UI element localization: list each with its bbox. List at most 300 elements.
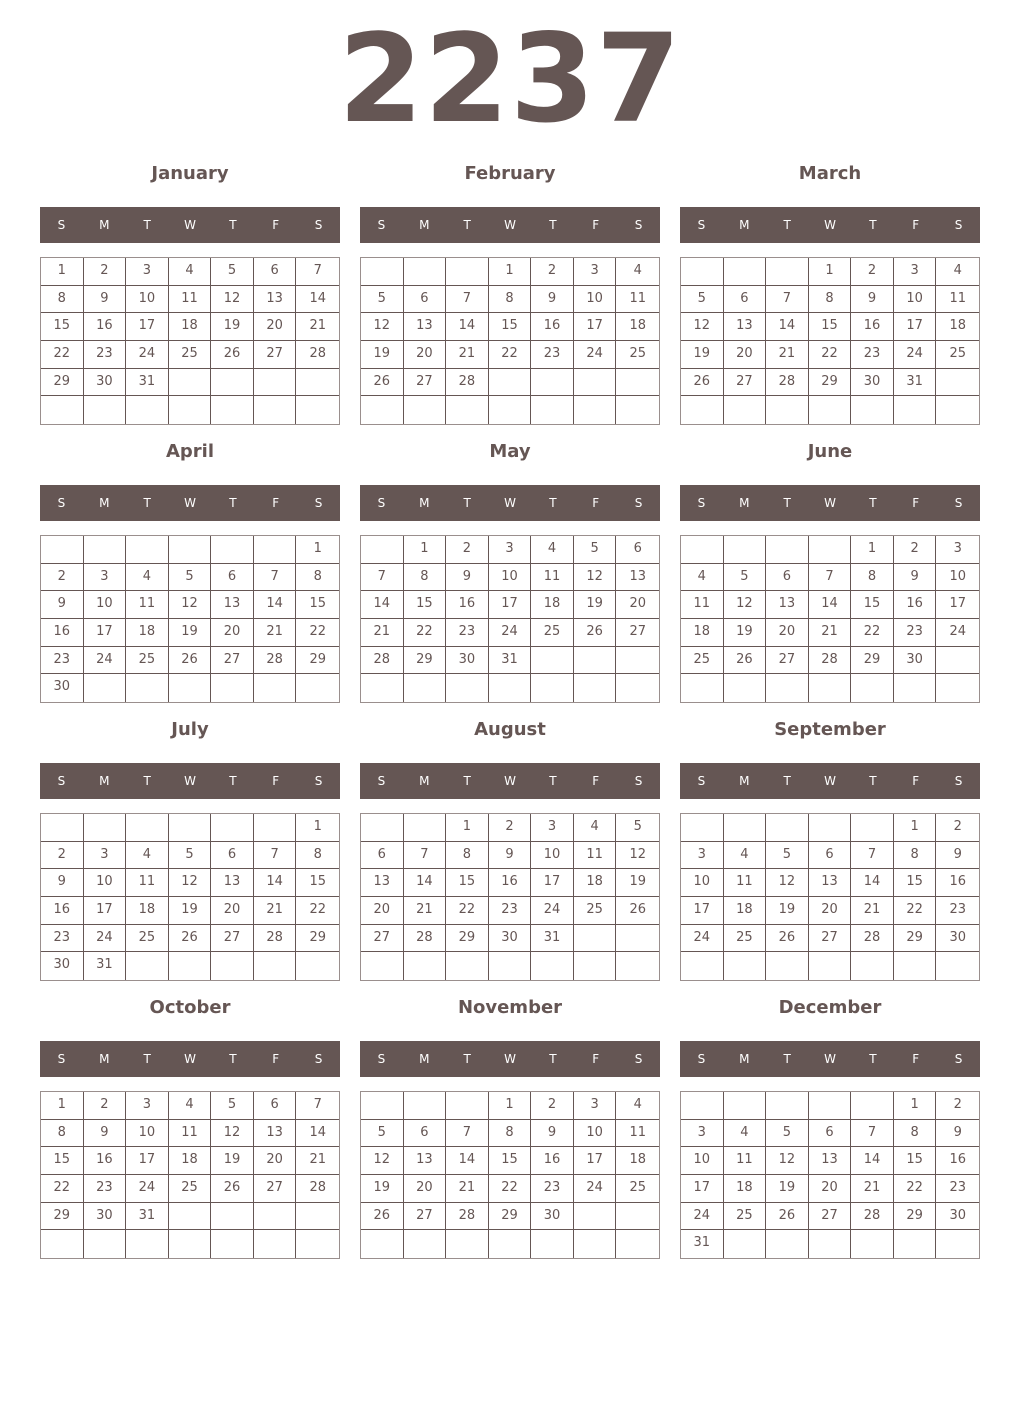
day-cell bbox=[724, 396, 767, 424]
day-cell bbox=[851, 1230, 894, 1258]
day-cell bbox=[211, 369, 254, 397]
day-cell: 27 bbox=[211, 647, 254, 675]
day-cell bbox=[211, 674, 254, 702]
day-cell bbox=[126, 674, 169, 702]
day-cell bbox=[211, 952, 254, 980]
day-cell: 24 bbox=[574, 1175, 617, 1203]
day-cell bbox=[809, 396, 852, 424]
day-cell bbox=[681, 814, 724, 842]
day-cell: 3 bbox=[531, 814, 574, 842]
weekday-label: M bbox=[739, 774, 750, 788]
day-cell: 30 bbox=[446, 647, 489, 675]
weekday-label: S bbox=[377, 1052, 386, 1066]
day-cell: 12 bbox=[211, 1120, 254, 1148]
day-cell: 17 bbox=[681, 897, 724, 925]
day-cell bbox=[489, 952, 532, 980]
weekday-label: S bbox=[697, 218, 706, 232]
day-cell: 16 bbox=[84, 313, 127, 341]
month-title: May bbox=[489, 441, 531, 462]
weekday-label: W bbox=[184, 218, 196, 232]
day-cell bbox=[531, 396, 574, 424]
day-cell: 5 bbox=[211, 258, 254, 286]
weekday-header bbox=[360, 763, 660, 799]
day-cell: 10 bbox=[681, 869, 724, 897]
day-grid bbox=[40, 1091, 340, 1259]
weekday-label: T bbox=[549, 774, 557, 788]
day-cell: 11 bbox=[574, 842, 617, 870]
day-cell: 14 bbox=[809, 591, 852, 619]
day-cell bbox=[446, 1092, 489, 1120]
day-cell bbox=[254, 814, 297, 842]
day-cell: 14 bbox=[446, 313, 489, 341]
day-cell: 2 bbox=[531, 258, 574, 286]
day-cell bbox=[894, 952, 937, 980]
day-cell: 11 bbox=[724, 1147, 767, 1175]
weekday-label: T bbox=[229, 1052, 237, 1066]
day-cell: 7 bbox=[254, 564, 297, 592]
day-cell: 26 bbox=[766, 1203, 809, 1231]
day-cell: 1 bbox=[851, 536, 894, 564]
weekday-label: F bbox=[272, 496, 280, 510]
weekday-label: W bbox=[504, 1052, 516, 1066]
weekday-header bbox=[360, 485, 660, 521]
weekday-header bbox=[40, 1041, 340, 1077]
day-cell: 2 bbox=[531, 1092, 574, 1120]
weekday-label: S bbox=[314, 218, 323, 232]
day-cell: 15 bbox=[296, 869, 339, 897]
day-cell: 14 bbox=[254, 869, 297, 897]
day-cell bbox=[766, 536, 809, 564]
day-cell: 22 bbox=[404, 619, 447, 647]
day-cell: 6 bbox=[361, 842, 404, 870]
day-cell bbox=[169, 396, 212, 424]
day-cell: 8 bbox=[851, 564, 894, 592]
day-cell: 4 bbox=[169, 258, 212, 286]
day-cell: 10 bbox=[84, 869, 127, 897]
day-cell: 30 bbox=[84, 1203, 127, 1231]
day-cell: 8 bbox=[489, 286, 532, 314]
day-cell bbox=[361, 536, 404, 564]
day-cell bbox=[254, 536, 297, 564]
day-cell: 20 bbox=[211, 619, 254, 647]
day-cell: 18 bbox=[724, 1175, 767, 1203]
weekday-label: M bbox=[739, 1052, 750, 1066]
day-cell: 31 bbox=[894, 369, 937, 397]
day-cell: 10 bbox=[681, 1147, 724, 1175]
day-cell: 24 bbox=[681, 1203, 724, 1231]
day-cell: 8 bbox=[809, 286, 852, 314]
day-cell bbox=[169, 814, 212, 842]
weekday-label: S bbox=[954, 218, 963, 232]
day-cell bbox=[766, 1230, 809, 1258]
weekday-label: S bbox=[634, 774, 643, 788]
day-cell bbox=[574, 396, 617, 424]
day-cell: 12 bbox=[574, 564, 617, 592]
day-cell: 8 bbox=[296, 564, 339, 592]
day-cell bbox=[531, 369, 574, 397]
day-cell bbox=[489, 1230, 532, 1258]
weekday-label: T bbox=[783, 496, 791, 510]
day-cell bbox=[936, 369, 979, 397]
day-cell: 21 bbox=[446, 1175, 489, 1203]
day-cell: 25 bbox=[724, 925, 767, 953]
day-cell: 17 bbox=[84, 897, 127, 925]
day-cell: 18 bbox=[616, 313, 659, 341]
day-cell: 1 bbox=[446, 814, 489, 842]
day-cell: 6 bbox=[211, 564, 254, 592]
day-cell: 14 bbox=[296, 286, 339, 314]
day-cell bbox=[211, 396, 254, 424]
month-title: October bbox=[149, 997, 231, 1018]
day-cell bbox=[404, 814, 447, 842]
weekday-label: S bbox=[57, 218, 66, 232]
day-cell: 12 bbox=[211, 286, 254, 314]
weekday-label: S bbox=[697, 774, 706, 788]
day-cell: 11 bbox=[169, 286, 212, 314]
day-cell bbox=[211, 1203, 254, 1231]
day-cell bbox=[851, 952, 894, 980]
weekday-label: S bbox=[377, 496, 386, 510]
day-cell bbox=[41, 1230, 84, 1258]
day-cell bbox=[169, 369, 212, 397]
day-cell: 19 bbox=[616, 869, 659, 897]
day-cell: 7 bbox=[361, 564, 404, 592]
day-cell: 27 bbox=[809, 925, 852, 953]
day-cell: 4 bbox=[126, 564, 169, 592]
day-cell: 10 bbox=[489, 564, 532, 592]
day-cell: 22 bbox=[41, 1175, 84, 1203]
weekday-label: T bbox=[549, 496, 557, 510]
day-cell bbox=[404, 952, 447, 980]
day-cell: 24 bbox=[936, 619, 979, 647]
day-cell bbox=[766, 952, 809, 980]
day-cell bbox=[489, 396, 532, 424]
weekday-header bbox=[680, 485, 980, 521]
weekday-label: T bbox=[229, 774, 237, 788]
day-cell: 26 bbox=[574, 619, 617, 647]
day-cell: 10 bbox=[531, 842, 574, 870]
day-cell bbox=[169, 536, 212, 564]
day-cell: 3 bbox=[574, 258, 617, 286]
day-cell: 2 bbox=[41, 564, 84, 592]
day-cell: 3 bbox=[574, 1092, 617, 1120]
day-grid bbox=[680, 535, 980, 703]
weekday-header bbox=[40, 763, 340, 799]
day-cell: 1 bbox=[41, 258, 84, 286]
day-cell: 23 bbox=[84, 341, 127, 369]
day-cell bbox=[446, 674, 489, 702]
weekday-label: M bbox=[99, 1052, 110, 1066]
day-cell bbox=[84, 396, 127, 424]
day-cell: 21 bbox=[404, 897, 447, 925]
day-grid bbox=[360, 535, 660, 703]
weekday-label: M bbox=[419, 774, 430, 788]
weekday-label: S bbox=[377, 774, 386, 788]
day-cell: 4 bbox=[531, 536, 574, 564]
day-cell: 18 bbox=[126, 619, 169, 647]
day-cell: 26 bbox=[211, 341, 254, 369]
day-cell: 16 bbox=[84, 1147, 127, 1175]
day-cell bbox=[616, 1203, 659, 1231]
day-cell: 9 bbox=[489, 842, 532, 870]
day-cell bbox=[766, 814, 809, 842]
day-cell bbox=[616, 647, 659, 675]
day-cell: 31 bbox=[126, 369, 169, 397]
day-cell: 4 bbox=[616, 1092, 659, 1120]
day-cell: 11 bbox=[531, 564, 574, 592]
day-cell: 24 bbox=[894, 341, 937, 369]
weekday-label: F bbox=[912, 774, 920, 788]
day-cell: 7 bbox=[851, 1120, 894, 1148]
day-cell bbox=[296, 1230, 339, 1258]
day-cell: 9 bbox=[84, 286, 127, 314]
day-cell: 15 bbox=[446, 869, 489, 897]
day-cell bbox=[766, 258, 809, 286]
day-cell bbox=[254, 952, 297, 980]
month-title: February bbox=[464, 163, 556, 184]
day-cell: 9 bbox=[894, 564, 937, 592]
day-cell: 2 bbox=[41, 842, 84, 870]
weekday-label: T bbox=[229, 496, 237, 510]
day-cell: 9 bbox=[936, 842, 979, 870]
day-cell: 11 bbox=[724, 869, 767, 897]
day-cell bbox=[84, 1230, 127, 1258]
day-cell: 16 bbox=[489, 869, 532, 897]
weekday-label: T bbox=[229, 218, 237, 232]
day-cell: 13 bbox=[616, 564, 659, 592]
weekday-label: S bbox=[314, 774, 323, 788]
day-cell: 7 bbox=[446, 286, 489, 314]
day-cell: 29 bbox=[894, 1203, 937, 1231]
day-grid bbox=[40, 813, 340, 981]
day-cell: 15 bbox=[894, 869, 937, 897]
month-title: July bbox=[171, 719, 209, 740]
weekday-label: T bbox=[463, 1052, 471, 1066]
day-cell: 20 bbox=[766, 619, 809, 647]
day-cell: 7 bbox=[296, 258, 339, 286]
day-cell: 28 bbox=[766, 369, 809, 397]
day-cell bbox=[574, 952, 617, 980]
day-cell: 13 bbox=[809, 869, 852, 897]
day-cell: 16 bbox=[446, 591, 489, 619]
day-cell: 20 bbox=[616, 591, 659, 619]
day-cell bbox=[809, 1230, 852, 1258]
day-cell: 23 bbox=[936, 897, 979, 925]
weekday-label: S bbox=[314, 496, 323, 510]
day-cell: 16 bbox=[936, 869, 979, 897]
day-cell: 5 bbox=[169, 564, 212, 592]
day-cell: 21 bbox=[296, 1147, 339, 1175]
day-cell: 25 bbox=[169, 341, 212, 369]
day-cell: 12 bbox=[724, 591, 767, 619]
day-cell: 2 bbox=[489, 814, 532, 842]
day-cell: 12 bbox=[766, 869, 809, 897]
day-cell: 2 bbox=[936, 814, 979, 842]
day-cell: 20 bbox=[404, 341, 447, 369]
day-cell: 17 bbox=[489, 591, 532, 619]
day-cell: 7 bbox=[446, 1120, 489, 1148]
day-cell: 18 bbox=[169, 313, 212, 341]
weekday-label: S bbox=[954, 1052, 963, 1066]
day-cell: 4 bbox=[724, 842, 767, 870]
day-cell bbox=[361, 258, 404, 286]
day-cell: 3 bbox=[84, 564, 127, 592]
day-cell bbox=[809, 536, 852, 564]
day-cell: 5 bbox=[766, 1120, 809, 1148]
day-cell: 18 bbox=[616, 1147, 659, 1175]
day-cell: 5 bbox=[361, 1120, 404, 1148]
day-cell: 3 bbox=[894, 258, 937, 286]
day-cell: 10 bbox=[84, 591, 127, 619]
day-cell: 28 bbox=[404, 925, 447, 953]
day-cell: 30 bbox=[489, 925, 532, 953]
day-cell bbox=[446, 1230, 489, 1258]
weekday-label: M bbox=[419, 496, 430, 510]
day-grid bbox=[360, 1091, 660, 1259]
day-cell: 25 bbox=[126, 925, 169, 953]
day-cell: 7 bbox=[851, 842, 894, 870]
day-cell: 1 bbox=[41, 1092, 84, 1120]
day-cell: 5 bbox=[616, 814, 659, 842]
day-cell: 15 bbox=[894, 1147, 937, 1175]
day-cell: 9 bbox=[41, 869, 84, 897]
day-cell: 22 bbox=[446, 897, 489, 925]
day-cell: 8 bbox=[41, 286, 84, 314]
weekday-label: T bbox=[869, 1052, 877, 1066]
day-cell: 31 bbox=[681, 1230, 724, 1258]
weekday-label: M bbox=[99, 218, 110, 232]
day-cell: 8 bbox=[894, 842, 937, 870]
day-cell: 28 bbox=[446, 369, 489, 397]
weekday-label: F bbox=[912, 1052, 920, 1066]
weekday-header bbox=[680, 1041, 980, 1077]
day-cell: 14 bbox=[254, 591, 297, 619]
day-cell: 1 bbox=[404, 536, 447, 564]
weekday-label: S bbox=[697, 496, 706, 510]
day-cell bbox=[681, 952, 724, 980]
weekday-label: S bbox=[377, 218, 386, 232]
day-cell: 2 bbox=[446, 536, 489, 564]
day-cell: 25 bbox=[531, 619, 574, 647]
day-cell bbox=[681, 258, 724, 286]
day-cell: 25 bbox=[681, 647, 724, 675]
day-cell: 22 bbox=[489, 341, 532, 369]
day-cell bbox=[809, 952, 852, 980]
day-cell bbox=[361, 952, 404, 980]
day-cell bbox=[41, 396, 84, 424]
day-cell: 8 bbox=[41, 1120, 84, 1148]
day-cell: 16 bbox=[894, 591, 937, 619]
day-cell: 6 bbox=[404, 1120, 447, 1148]
day-cell: 14 bbox=[851, 1147, 894, 1175]
weekday-label: W bbox=[184, 774, 196, 788]
day-cell bbox=[211, 814, 254, 842]
day-cell: 10 bbox=[894, 286, 937, 314]
day-cell bbox=[681, 674, 724, 702]
weekday-label: F bbox=[912, 496, 920, 510]
day-cell: 26 bbox=[681, 369, 724, 397]
day-cell: 15 bbox=[41, 313, 84, 341]
weekday-label: S bbox=[57, 1052, 66, 1066]
weekday-label: T bbox=[783, 1052, 791, 1066]
day-cell: 8 bbox=[446, 842, 489, 870]
day-cell: 1 bbox=[894, 814, 937, 842]
day-cell: 21 bbox=[446, 341, 489, 369]
day-cell: 12 bbox=[169, 869, 212, 897]
day-cell bbox=[724, 814, 767, 842]
day-cell: 26 bbox=[169, 925, 212, 953]
month-title: August bbox=[474, 719, 546, 740]
day-cell: 21 bbox=[809, 619, 852, 647]
day-cell: 1 bbox=[296, 814, 339, 842]
day-cell: 29 bbox=[489, 1203, 532, 1231]
weekday-label: F bbox=[272, 218, 280, 232]
day-cell: 22 bbox=[41, 341, 84, 369]
weekday-label: F bbox=[272, 774, 280, 788]
day-cell bbox=[766, 396, 809, 424]
day-cell: 10 bbox=[936, 564, 979, 592]
day-cell bbox=[531, 674, 574, 702]
day-cell: 15 bbox=[404, 591, 447, 619]
day-cell bbox=[851, 396, 894, 424]
day-cell bbox=[894, 396, 937, 424]
day-cell: 7 bbox=[404, 842, 447, 870]
day-cell: 13 bbox=[724, 313, 767, 341]
day-cell bbox=[766, 1092, 809, 1120]
day-cell: 19 bbox=[766, 897, 809, 925]
day-cell: 29 bbox=[296, 925, 339, 953]
day-cell: 30 bbox=[84, 369, 127, 397]
day-cell bbox=[851, 674, 894, 702]
day-cell: 31 bbox=[126, 1203, 169, 1231]
day-cell: 5 bbox=[361, 286, 404, 314]
day-cell bbox=[126, 1230, 169, 1258]
day-cell: 14 bbox=[361, 591, 404, 619]
day-cell: 1 bbox=[489, 1092, 532, 1120]
weekday-label: F bbox=[592, 218, 600, 232]
day-cell bbox=[404, 1092, 447, 1120]
day-cell: 11 bbox=[169, 1120, 212, 1148]
day-cell: 30 bbox=[531, 1203, 574, 1231]
day-cell bbox=[169, 952, 212, 980]
day-cell: 2 bbox=[936, 1092, 979, 1120]
day-cell: 11 bbox=[616, 286, 659, 314]
day-cell: 30 bbox=[41, 674, 84, 702]
day-cell bbox=[809, 1092, 852, 1120]
weekday-label: T bbox=[143, 496, 151, 510]
day-cell: 23 bbox=[851, 341, 894, 369]
weekday-label: W bbox=[504, 496, 516, 510]
day-cell: 29 bbox=[404, 647, 447, 675]
day-cell: 28 bbox=[361, 647, 404, 675]
day-cell bbox=[41, 814, 84, 842]
weekday-label: M bbox=[419, 218, 430, 232]
day-cell bbox=[616, 674, 659, 702]
day-cell: 22 bbox=[489, 1175, 532, 1203]
day-cell bbox=[936, 674, 979, 702]
day-cell bbox=[809, 814, 852, 842]
day-cell: 21 bbox=[851, 1175, 894, 1203]
day-cell: 23 bbox=[531, 341, 574, 369]
day-cell: 4 bbox=[936, 258, 979, 286]
day-cell: 1 bbox=[809, 258, 852, 286]
weekday-label: T bbox=[463, 496, 471, 510]
day-cell: 19 bbox=[211, 313, 254, 341]
day-cell: 28 bbox=[851, 1203, 894, 1231]
day-cell: 16 bbox=[531, 1147, 574, 1175]
day-cell: 17 bbox=[531, 869, 574, 897]
day-cell: 27 bbox=[809, 1203, 852, 1231]
